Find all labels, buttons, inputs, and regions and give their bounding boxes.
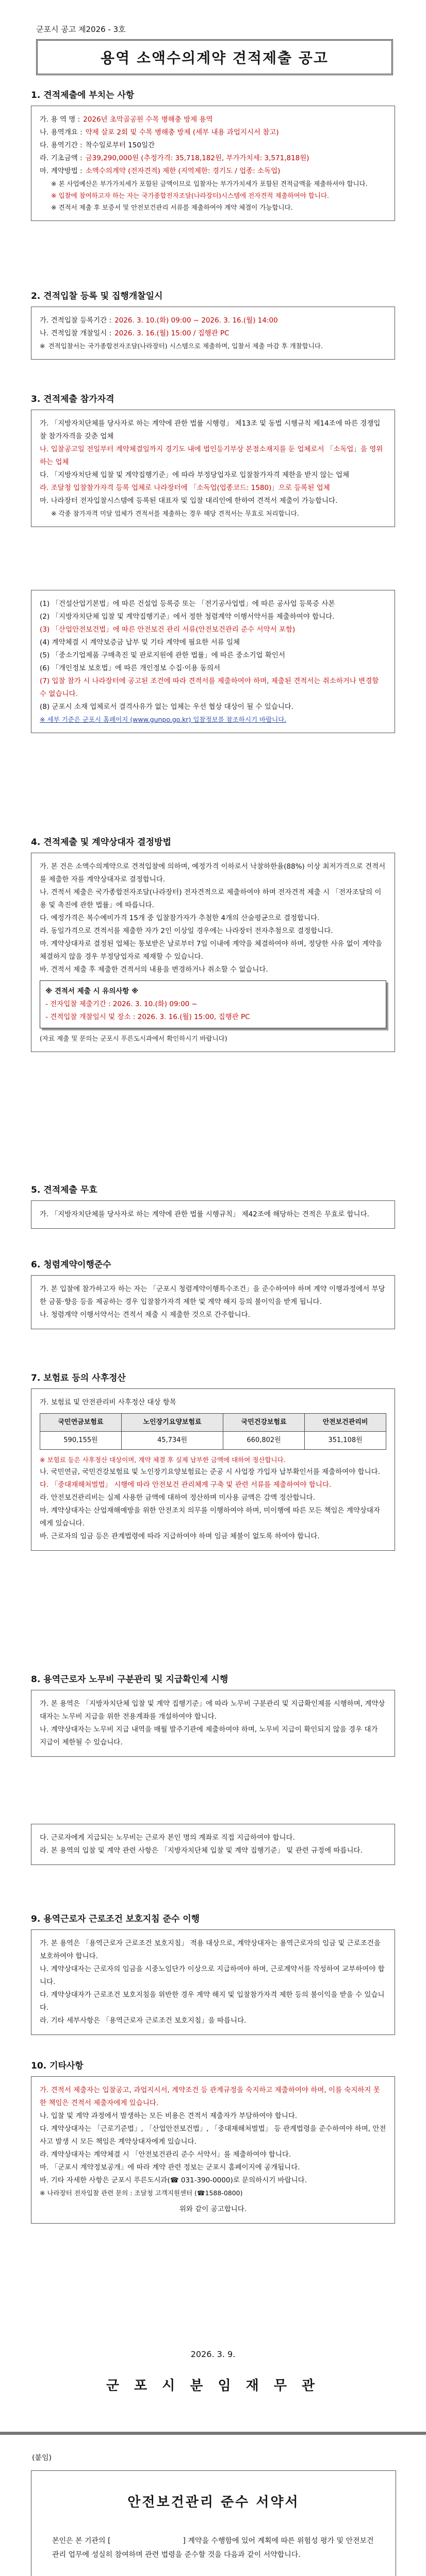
doc-number: 군포시 공고 제2026 - 3호	[36, 25, 126, 34]
page-title: 용역 소액수의계약 견적제출 공고	[36, 39, 393, 75]
section-3b-frame	[31, 590, 395, 733]
s1-note: ※ 견적서 제출 후 보증서 및 안전보건관리 서류를 제출하여야 계약 체결이 가능합니다.	[51, 204, 293, 212]
section-9	[31, 1911, 395, 2035]
table-row: 590,155원 45,734원 660,802원 351,108원	[40, 1432, 386, 1450]
section-3-frame	[31, 410, 395, 527]
section-10-heading: 10. 기타사항	[31, 2061, 84, 2071]
s3b-item: (8) 군포시 소재 업체로서 결격사유가 없는 업체는 우선 협상 대상이 될 수 있습니다.	[40, 702, 294, 711]
s4-item: 나. 견적서 제출은 국가종합전자조달(나라장터) 전자견적으로 제출하여야 하며 전자견적 제출 시 「전자조달의 이용 및 촉진에 관한 법률」에 따릅니다.	[40, 888, 382, 909]
s1-note: ※ 입찰에 참여하고자 하는 자는 국가종합전자조달(나라장터)시스템에 전자견적 제출하여야 합니다.	[51, 191, 329, 199]
section-8b-frame: 다. 근로자에게 지급되는 노무비는 근로자 본인 명의 계좌로 직접 지급하여야 합니다. 라. 본 용역의 입찰 및 계약 관련 사항은 「지방자치단체 입찰 및 계약 집행기준」 및 관련 규정에 따릅니다.	[31, 1824, 395, 1865]
s3-item: 나. 입찰공고일 전일부터 계약체결일까지 경기도 내에 법인등기부상 본점소재지를 둔 업체로서 「소독업」을 영위하는 업체	[40, 445, 383, 466]
s4-item: 가. 본 건은 소액수의계약으로 견적입찰에 의하며, 예정가격 이하로서 낙찰하한율(88%) 이상 최저가격으로 견적서를 제출한 자를 계약상대자로 결정합니다.	[40, 862, 386, 884]
section-2-frame: 가. 견적입찰 등록기간 : 2026. 3. 10.(화) 09:00 ~ 2026. 3. 16.(월) 14:00 나. 견적입찰 개찰일시 : 2026. 3. 16.(월) 15:00 / 집행관 PC ※ 견적입찰서는 국가종합전자조달(나라장터) 시스템으로 제출하며, 입찰서 제출 마감 후 개찰합니다.	[31, 307, 395, 360]
s1-note: ※ 본 사업예산은 부가가치세가 포함된 금액이므로 입찰자는 부가가치세가 포함된 견적금액을 제출하셔야 합니다.	[51, 179, 368, 188]
section-1-frame	[31, 106, 395, 221]
table-header: 노인장기요양보험료	[121, 1413, 223, 1431]
section-3-heading: 3. 견적제출 참가자격	[31, 394, 114, 404]
section-2	[31, 289, 395, 360]
section-9-frame: 가. 본 용역은 「용역근로자 근로조건 보호지침」 적용 대상으로, 계약상대자는 용역근로자의 임금 및 근로조건을 보호하여야 합니다. 나. 계약상대자는 근로자의 임금을 시중노임단가 이상으로 지급하여야 하며, 근로계약서를 작성하여 교부하여야 합니다. 다. 계약상대자가 근로조건 보호지침을 위반한 경우 계약 해지 및 입찰참가자격 제한 등의 불이익을 받을 수 있습니다. 라. 기타 세부사항은 「용역근로자 근로조건 보호지침」을 따릅니다.	[31, 1929, 395, 2035]
section-5-frame: 가. 「지방자치단체를 당사자로 하는 계약에 관한 법률 시행규칙」 제42조에 해당하는 견적은 무효로 합니다.	[31, 1200, 395, 1229]
section-6-heading: 6. 청렴계약이행준수	[31, 1260, 111, 1270]
section-9-heading: 9. 용역근로자 근로조건 보호지침 준수 이행	[31, 1914, 200, 1924]
section-3	[31, 392, 395, 527]
section-3-continued	[31, 590, 395, 733]
s3b-item: (4) 계약체결 시 계약보증금 납부 및 기타 계약에 필요한 서류 일체	[40, 638, 240, 647]
section-4	[31, 835, 395, 1052]
section-7-heading: 7. 보험료 등의 사후정산	[31, 1373, 126, 1383]
s3b-item: (1) 「건설산업기본법」에 따른 건설업 등록증 또는 「전기공사업법」에 따른 공사업 등록증 사본	[40, 600, 335, 608]
safety-pledge-form	[31, 2470, 396, 2576]
section-7	[31, 1370, 395, 1551]
s1-item: 가. 용 역 명 : 2026년 초막골공원 수목 병해충 방제 용역	[40, 115, 213, 124]
section-8-continued	[31, 1824, 395, 1865]
table-header: 국민건강보험료	[223, 1413, 305, 1431]
table-header: 안전보건관리비	[305, 1413, 386, 1431]
section-6-frame: 가. 본 입찰에 참가하고자 하는 자는 「군포시 청렴계약이행특수조건」을 준수하여야 하며 계약 이행과정에서 부당한 금품·향응 등을 제공하는 경우 입찰참가자격 제한 및 계약 해지 등의 불이익을 받게 됩니다. 나. 청렴계약 이행서약서는 견적서 제출 시 제출한 것으로 간주합니다.	[31, 1275, 395, 1329]
section-4-frame	[31, 853, 395, 1052]
s4-note: (자료 제출 및 문의는 군포시 푸른도시과에서 확인하시기 바랍니다)	[40, 1034, 227, 1042]
s3b-item: (7) 입찰 참가 시 나라장터에 공고된 조건에 따라 견적서를 제출하여야 하며, 제출된 견적서는 취소하거나 변경할 수 없습니다.	[40, 676, 379, 698]
pledge-intro: 본인은 본 기관의 [ ] 계약을 수행함에 있어 계획에 따른 위험성 평가 및 안전보건 관리 업무에 성실히 참여하며 관련 법령을 준수할 것을 다음과 같이 서약합니다.	[52, 2537, 374, 2559]
section-1	[31, 88, 395, 221]
pledge-law	[31, 2574, 396, 2576]
table-header: 국민연금보험료	[40, 1413, 122, 1431]
s3-item: 마. 나라장터 전자입찰시스템에 등록된 대표자 및 입찰 대리인에 한하여 견적서 제출이 가능합니다.	[40, 496, 338, 505]
s4-item: 마. 계약상대자로 결정된 업체는 통보받은 날로부터 7일 이내에 계약을 체결하여야 하며, 정당한 사유 없이 계약을 체결하지 않을 경우 부정당업자로 제재할 수 있습니다.	[40, 939, 383, 961]
section-6	[31, 1257, 395, 1329]
page-divider	[0, 2432, 426, 2435]
s1-item: 나. 용역개요 : 약제 살포 2회 및 수목 병해충 방제 (세부 내용 과업지시서 참고)	[40, 128, 279, 137]
attachment-label: (붙임)	[32, 2454, 52, 2462]
section-5	[31, 1182, 395, 1229]
s3-note: ※ 각종 참가자격 미달 업체가 견적서를 제출하는 경우 해당 견적서는 무효로 처리합니다.	[51, 509, 299, 517]
announcement-date: 2026. 3. 9.	[190, 2349, 236, 2359]
s3-item: 가. 「지방자치단체를 당사자로 하는 계약에 관한 법률 시행령」 제13조 및 동법 시행규칙 제14조에 따른 경쟁입찰 참가자격을 갖춘 업체	[40, 419, 381, 440]
section-8	[31, 1672, 395, 1757]
s1-item: 마. 계약방법 : 소액수의계약 (전자견적) 제한 (지역제한: 경기도 / 업종: 소독업)	[40, 166, 281, 175]
section-2-heading: 2. 견적입찰 등록 및 집행개찰일시	[31, 291, 163, 301]
s4-item: 바. 견적서 제출 후 제출한 견적서의 내용을 변경하거나 취소할 수 없습니다.	[40, 965, 268, 974]
s4-notice-box: ※ 견적서 제출 시 유의사항 ※ - 전자입찰 제출기간 : 2026. 3. 10.(화) 09:00 ~ - 견적입찰 개찰일시 및 장소 : 2026. 3. 16.(월) 15:00, 집행관 PC	[40, 980, 386, 1028]
insurance-table	[40, 1413, 386, 1450]
s3b-item: (3) 「산업안전보건법」에 따른 안전보건 관리 서류(안전보건관리 준수 서약서 포함)	[40, 625, 296, 634]
section-10	[31, 2058, 395, 2224]
section-1-heading: 1. 견적제출에 부치는 사항	[31, 90, 135, 100]
section-8-frame: 가. 본 용역은 「지방자치단체 입찰 및 계약 집행기준」에 따라 노무비 구분관리 및 지급확인제를 시행하며, 계약상대자는 노무비 지급을 위한 전용계좌를 개설하여야 합니다. 나. 계약상대자는 노무비 지급 내역을 매월 발주기관에 제출하여야 하며, 노무비 지급이 확인되지 않을 경우 대가 지급이 제한될 수 있습니다.	[31, 1690, 395, 1757]
pledge-title: 안전보건관리 준수 서약서	[127, 2495, 300, 2510]
s1-item: 라. 기초금액 : 금39,290,000원 (추정가격: 35,718,182원, 부가가치세: 3,571,818원)	[40, 154, 309, 162]
s3b-item: (2) 「지방자치단체 입찰 및 계약집행기준」에서 정한 청렴계약 이행서약서를 제출하여야 합니다.	[40, 612, 335, 621]
s3b-item: (5) 「중소기업제품 구매촉진 및 판로지원에 관한 법률」에 따른 중소기업 확인서	[40, 651, 285, 659]
s3-item: 다. 「지방자치단체 입찰 및 계약집행기준」에 따라 부정당업자로 입찰참가자격 제한을 받지 않는 업체	[40, 470, 350, 479]
section-10-frame: 가. 견적서 제출자는 입찰공고, 과업지시서, 계약조건 등 관계규정을 숙지하고 제출하여야 하며, 이를 숙지하지 못한 책임은 견적서 제출자에게 있습니다. 나. 입찰 및 계약 과정에서 발생하는 모든 비용은 견적서 제출자가 부담하여야 합니다. 다. 계약상대자는 「근로기준법」, 「산업안전보건법」, 「중대재해처벌법」 등 관계법령을 준수하여야 하며, 안전사고 발생 시 모든 책임은 계약상대자에게 있습니다. 라. 계약상대자는 계약체결 시 「안전보건관리 준수 서약서」를 제출하여야 합니다. 마. 「군포시 계약정보공개」에 따라 계약 관련 정보는 군포시 홈페이지에 공개됩니다. 바. 기타 자세한 사항은 군포시 푸른도시과(☎ 031-390-0000)로 문의하시기 바랍니다. ※ 나라장터 전자입찰 관련 문의 : 조달청 고객지원센터 (☎1588-0800) 위와 같이 공고합니다.	[31, 2076, 395, 2224]
s1-item: 다. 용역기간 : 착수일로부터 150일간	[40, 141, 155, 149]
s4-item: 라. 동일가격으로 견적서를 제출한 자가 2인 이상일 경우에는 나라장터 전자추첨으로 결정합니다.	[40, 926, 333, 935]
section-4-heading: 4. 견적제출 및 계약상대자 결정방법	[31, 837, 171, 848]
s3b-link-note[interactable]: ※ 세부 기준은 군포시 홈페이지 (www.gunpo.go.kr) 입찰정보를 참조하시기 바랍니다.	[40, 715, 287, 723]
section-5-heading: 5. 견적제출 무효	[31, 1185, 97, 1195]
issuing-org: 군 포 시 분 임 재 무 관	[106, 2378, 320, 2394]
section-8-heading: 8. 용역근로자 노무비 구분관리 및 지급확인제 시행	[31, 1674, 228, 1685]
s3b-item: (6) 「개인정보 보호법」에 따른 개인정보 수집·이용 동의서	[40, 664, 221, 672]
s4-item: 다. 예정가격은 복수예비가격 15개 중 입찰참가자가 추첨한 4개의 산술평균으로 결정합니다.	[40, 913, 320, 922]
closing-text: 위와 같이 공고합니다.	[179, 2205, 247, 2213]
section-7-frame: 가. 보험료 및 안전관리비 사후정산 대상 항목 국민연금보험료 노인장기요양보험료 국민건강보험료 안전보건관리비 590,155원 45,734원 660,802원 351,108원 ※ 보험료 등은 사후정산 대상이며, 계약 체결 후 실제 납부한 금액에 대하여 정산합니다. 나. 국민연금, 국민건강보험료 및 노인장기요양보험료는 준공 시 사업장 가입자 납부확인서를 제출하여야 합니다. 다. 「중대재해처벌법」 시행에 따라 안전보건 관리체계 구축 및 관련 서류를 제출하여야 합니다. 라. 안전보건관리비는 실제 사용한 금액에 대하여 정산하며 미사용 금액은 감액 정산합니다. 마. 계약상대자는 산업재해예방을 위한 안전조치 의무를 이행하여야 하며, 미이행에 따른 모든 책임은 계약상대자에게 있습니다. 바. 근로자의 임금 등은 관계법령에 따라 지급하여야 하며 임금 체불이 없도록 하여야 합니다.	[31, 1388, 395, 1551]
s3-item: 라. 조달청 입찰참가자격 등록 업체로 나라장터에 「소독업(업종코드: 1580)」으로 등록된 업체	[40, 483, 330, 492]
